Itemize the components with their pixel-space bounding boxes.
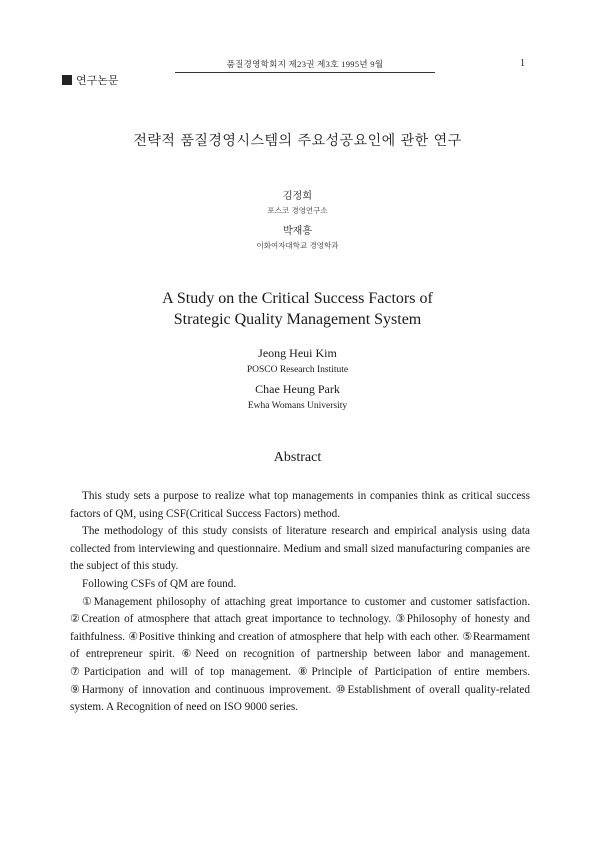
abstract-paragraph-4: ①Management philosophy of attaching great importance to customer and customer satisfaction. ②Creation of atmosphere that attach great importance to technology. ③Philosophy of honesty and faithfulness. ④Positive thinking and creation of atmosphere that help with each other. ⑤Rearmament of entrepreneur spirit. ⑥Need on recognition of partnership between labor and management. ⑦Participation and will of top management. ⑧Principle of Participation of entire members. ⑨Harmony of innovation and continuous improvement. ⑩Establishment of overall quality-related system. A Recognition of need on ISO 9000 series. [70, 595, 530, 714]
english-title [0, 288, 595, 330]
korean-affiliation-1: 포스코 경영연구소 [267, 206, 328, 215]
abstract-body [70, 488, 530, 717]
korean-author-2: 박재흥 [283, 226, 312, 237]
english-author-1: Jeong Heui Kim [258, 346, 337, 360]
korean-title: 전략적 품질경영시스템의 주요성공요인에 관한 연구 [133, 133, 462, 149]
english-affiliation-2: Ewha Womans University [247, 401, 348, 411]
korean-author-1: 김정희 [283, 191, 312, 202]
korean-affiliation-2: 이화여자대학교 경영학과 [256, 241, 339, 250]
english-affiliation-1: POSCO Research Institute [246, 365, 349, 375]
abstract-paragraph-1: This study sets a purpose to realize what top managements in companies think as critical success factors of QM, using CSF(Critical Success Factors) method. [70, 490, 530, 520]
english-title-line-1: A Study on the Critical Success Factors of [162, 290, 433, 307]
page-number: 1 [520, 58, 525, 69]
section-label [62, 72, 119, 88]
section-label-text: 연구논문 [76, 74, 119, 87]
abstract-heading: Abstract [273, 450, 322, 465]
abstract-paragraph-2: The methodology of this study consists of literature research and empirical analysis using data collected from interviewing and questionnaire. Medium and small sized manufacturing companies are the subject of this study. [70, 525, 530, 573]
abstract-paragraph-3: Following CSFs of QM are found. [82, 577, 237, 590]
english-author-2: Chae Heung Park [255, 382, 340, 396]
english-title-line-2: Strategic Quality Management System [173, 311, 422, 328]
running-head: 품질경영학회지 제23권 제3호 1995년 9월 [175, 58, 435, 73]
square-bullet-icon [62, 75, 72, 85]
